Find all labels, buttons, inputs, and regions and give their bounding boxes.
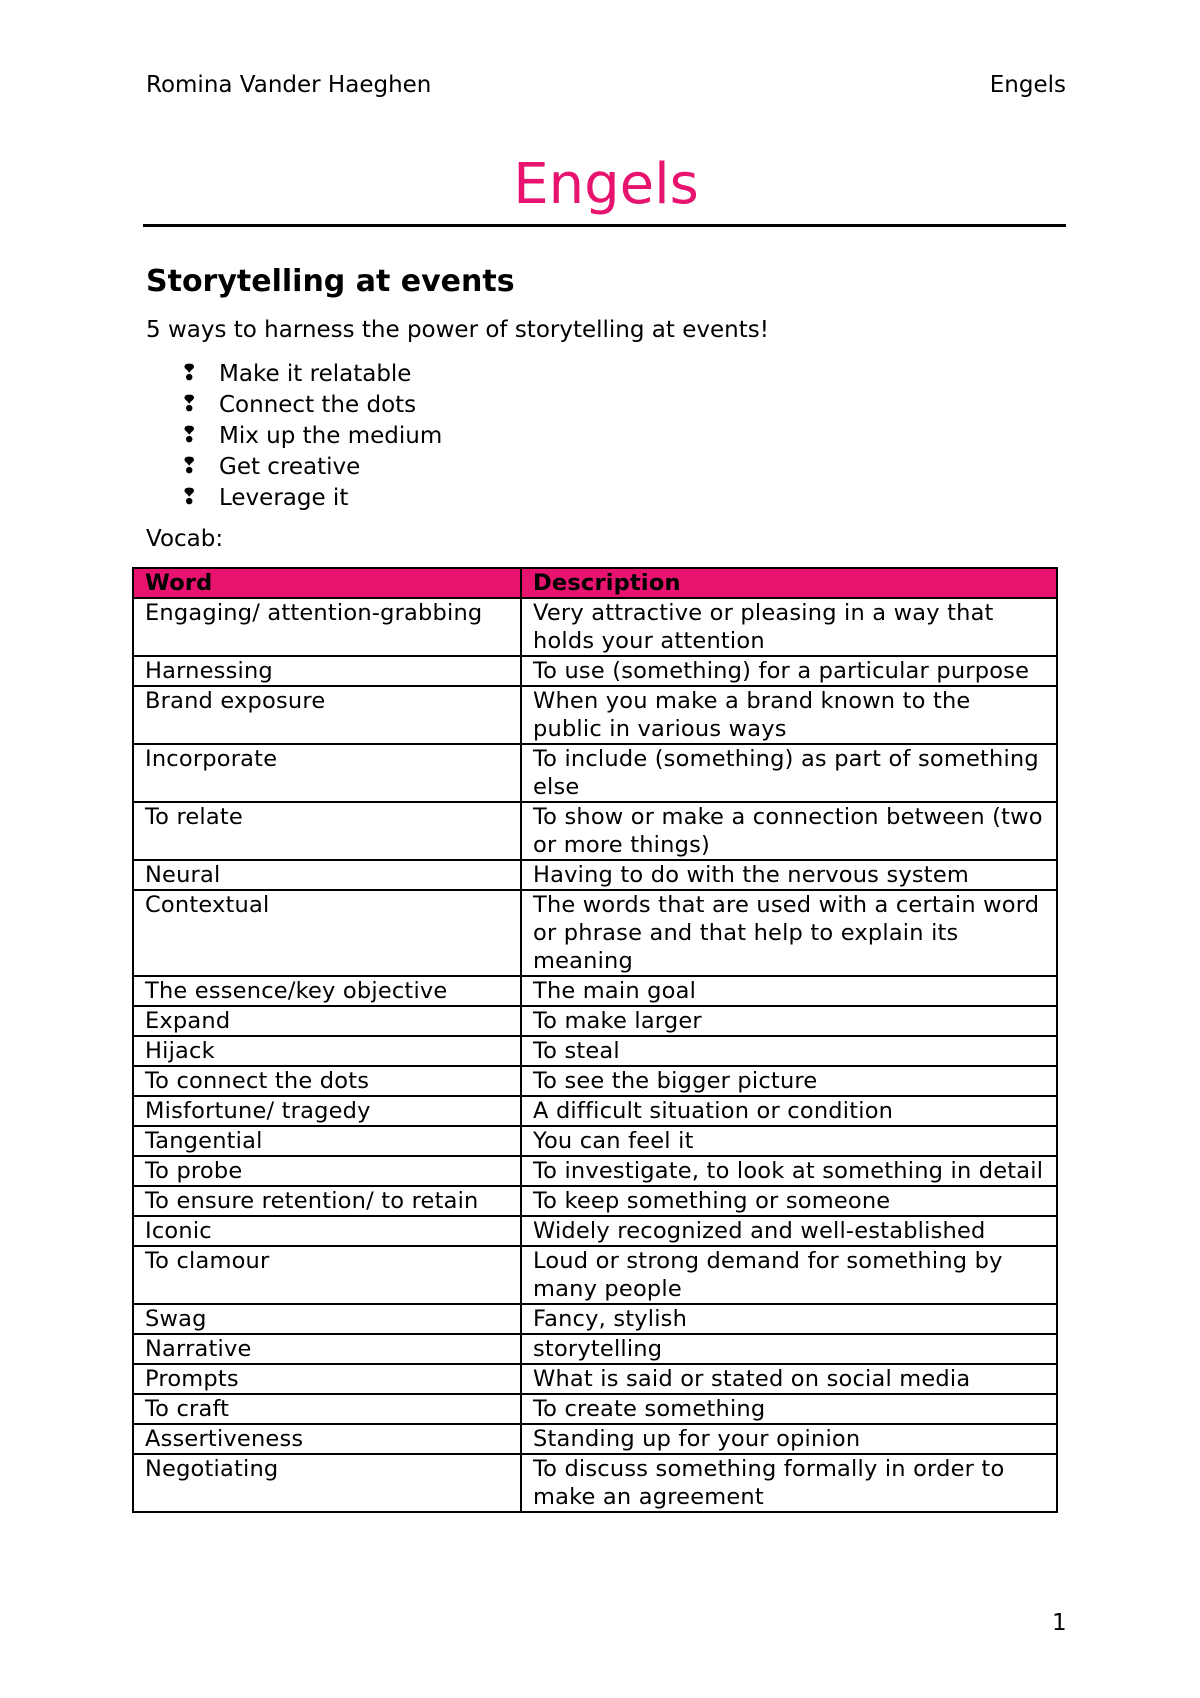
header-author: Romina Vander Haeghen — [146, 72, 432, 98]
vocab-word-cell: To clamour — [133, 1246, 521, 1304]
vocab-description-cell: To keep something or someone — [521, 1186, 1057, 1216]
list-item-text: Connect the dots — [219, 391, 417, 418]
column-header-description: Description — [521, 568, 1057, 598]
page-number: 1 — [1052, 1610, 1067, 1636]
vocab-word-cell: The essence/key objective — [133, 976, 521, 1006]
vocab-word-cell: Misfortune/ tragedy — [133, 1096, 521, 1126]
document-title: Engels — [513, 152, 699, 217]
vocab-word-cell: Harnessing — [133, 656, 521, 686]
column-header-word: Word — [133, 568, 521, 598]
table-row — [133, 860, 1057, 890]
vocab-description-cell: Having to do with the nervous system — [521, 860, 1057, 890]
vocab-word-cell: Expand — [133, 1006, 521, 1036]
vocab-description-cell: When you make a brand known to the public in various ways — [521, 686, 1057, 744]
vocab-description-cell: Very attractive or pleasing in a way that holds your attention — [521, 598, 1057, 656]
header-subject: Engels — [989, 72, 1066, 98]
section-heading: Storytelling at events — [146, 264, 515, 299]
vocab-description-cell: A difficult situation or condition — [521, 1096, 1057, 1126]
vocab-description-cell: storytelling — [521, 1334, 1057, 1364]
table-row — [133, 744, 1057, 802]
vocab-description-cell: To make larger — [521, 1006, 1057, 1036]
list-item-text: Leverage it — [219, 484, 349, 511]
exclamation-bullet-icon: ❢ — [180, 423, 199, 448]
vocab-description-cell: To see the bigger picture — [521, 1066, 1057, 1096]
vocab-description-cell: To show or make a connection between (two or more things) — [521, 802, 1057, 860]
vocab-description-cell: To discuss something formally in order to make an agreement — [521, 1454, 1057, 1512]
vocab-table-header-row — [133, 568, 1057, 598]
list-item — [146, 358, 442, 389]
list-item-text: Make it relatable — [219, 360, 412, 387]
table-row — [133, 976, 1057, 1006]
table-row — [133, 1036, 1057, 1066]
vocab-word-cell: Negotiating — [133, 1454, 521, 1512]
table-row — [133, 1066, 1057, 1096]
vocab-word-cell: Narrative — [133, 1334, 521, 1364]
vocab-description-cell: To use (something) for a particular purpose — [521, 656, 1057, 686]
table-row — [133, 1334, 1057, 1364]
vocab-description-cell: To investigate, to look at something in detail — [521, 1156, 1057, 1186]
title-divider — [143, 224, 1066, 227]
vocab-word-cell: Neural — [133, 860, 521, 890]
table-row — [133, 1364, 1057, 1394]
table-row — [133, 1156, 1057, 1186]
vocab-word-cell: Tangential — [133, 1126, 521, 1156]
vocab-word-cell: Prompts — [133, 1364, 521, 1394]
vocab-description-cell: What is said or stated on social media — [521, 1364, 1057, 1394]
vocab-table — [132, 567, 1058, 1513]
vocab-word-cell: Hijack — [133, 1036, 521, 1066]
exclamation-bullet-icon: ❢ — [180, 361, 199, 386]
list-item — [146, 420, 442, 451]
vocab-table-body — [133, 598, 1057, 1512]
vocab-word-cell: Contextual — [133, 890, 521, 976]
table-row — [133, 1006, 1057, 1036]
vocab-word-cell: To ensure retention/ to retain — [133, 1186, 521, 1216]
vocab-description-cell: The words that are used with a certain word or phrase and that help to explain its meaning — [521, 890, 1057, 976]
vocab-word-cell: Assertiveness — [133, 1424, 521, 1454]
table-row — [133, 890, 1057, 976]
list-item-text: Mix up the medium — [219, 422, 443, 449]
vocab-description-cell: Fancy, stylish — [521, 1304, 1057, 1334]
table-row — [133, 1304, 1057, 1334]
table-row — [133, 1246, 1057, 1304]
storytelling-tips-list — [146, 358, 442, 513]
table-row — [133, 656, 1057, 686]
vocab-description-cell: To steal — [521, 1036, 1057, 1066]
list-item — [146, 451, 442, 482]
table-row — [133, 1186, 1057, 1216]
list-item-text: Get creative — [219, 453, 361, 480]
exclamation-bullet-icon: ❢ — [180, 454, 199, 479]
vocab-description-cell: The main goal — [521, 976, 1057, 1006]
vocab-label: Vocab: — [146, 526, 224, 552]
vocab-word-cell: Incorporate — [133, 744, 521, 802]
vocab-word-cell: To probe — [133, 1156, 521, 1186]
table-row — [133, 802, 1057, 860]
exclamation-bullet-icon: ❢ — [180, 392, 199, 417]
vocab-word-cell: Swag — [133, 1304, 521, 1334]
vocab-description-cell: Standing up for your opinion — [521, 1424, 1057, 1454]
vocab-word-cell: Engaging/ attention-grabbing — [133, 598, 521, 656]
table-row — [133, 1126, 1057, 1156]
table-row — [133, 1394, 1057, 1424]
table-row — [133, 1424, 1057, 1454]
vocab-description-cell: To include (something) as part of something else — [521, 744, 1057, 802]
vocab-description-cell: Widely recognized and well-established — [521, 1216, 1057, 1246]
table-row — [133, 1454, 1057, 1512]
vocab-word-cell: To connect the dots — [133, 1066, 521, 1096]
list-item — [146, 389, 442, 420]
exclamation-bullet-icon: ❢ — [180, 485, 199, 510]
table-row — [133, 598, 1057, 656]
table-row — [133, 686, 1057, 744]
table-row — [133, 1096, 1057, 1126]
vocab-description-cell: To create something — [521, 1394, 1057, 1424]
table-row — [133, 1216, 1057, 1246]
vocab-word-cell: To craft — [133, 1394, 521, 1424]
vocab-description-cell: You can feel it — [521, 1126, 1057, 1156]
vocab-word-cell: Brand exposure — [133, 686, 521, 744]
vocab-word-cell: To relate — [133, 802, 521, 860]
list-item — [146, 482, 442, 513]
vocab-description-cell: Loud or strong demand for something by many people — [521, 1246, 1057, 1304]
vocab-word-cell: Iconic — [133, 1216, 521, 1246]
intro-text: 5 ways to harness the power of storytelling at events! — [146, 317, 769, 343]
